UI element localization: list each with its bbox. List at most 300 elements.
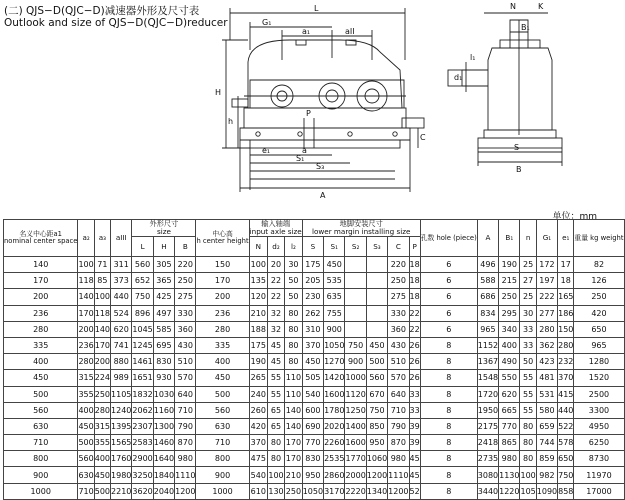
table-cell: 22 xyxy=(409,321,420,337)
table-cell: 1000 xyxy=(196,483,249,499)
table-cell: 85 xyxy=(94,273,110,289)
table-cell: 8 xyxy=(420,451,477,467)
table-cell: 8 xyxy=(420,337,477,353)
table-cell: 710 xyxy=(4,435,78,451)
table-cell: 560 xyxy=(78,451,94,467)
table-cell: 1300 xyxy=(153,418,174,434)
table-cell: 25 xyxy=(520,289,536,305)
table-cell: 170 xyxy=(94,337,110,353)
table-cell: 834 xyxy=(477,305,498,321)
table-cell: 2000 xyxy=(345,467,366,483)
table-cell: 11970 xyxy=(574,467,624,483)
table-cell: 210 xyxy=(249,305,267,321)
table-cell: 126 xyxy=(574,273,624,289)
dim-C: C xyxy=(420,133,426,142)
table-cell: 870 xyxy=(388,435,409,451)
table-cell: 140 xyxy=(4,257,78,273)
table-cell: 585 xyxy=(153,321,174,337)
table-cell: 22 xyxy=(267,273,284,289)
col-S2: S₂ xyxy=(345,237,366,257)
table-cell: 1461 xyxy=(132,354,153,370)
table-cell: 80 xyxy=(285,337,303,353)
table-cell xyxy=(366,273,387,289)
table-cell: 135 xyxy=(249,273,267,289)
table-cell: 440 xyxy=(111,289,132,305)
table-cell xyxy=(345,321,366,337)
table-cell: 55 xyxy=(520,386,536,402)
table-cell: 500 xyxy=(78,435,94,451)
table-cell: 900 xyxy=(4,467,78,483)
table-cell: 33 xyxy=(520,337,536,353)
table-cell: 741 xyxy=(111,337,132,353)
table-cell: 260 xyxy=(249,402,267,418)
table-cell: 870 xyxy=(175,435,196,451)
table-cell: 3440 xyxy=(477,483,498,499)
table-cell: 65 xyxy=(267,418,284,434)
table-cell: 640 xyxy=(175,386,196,402)
table-cell: 224 xyxy=(94,370,110,386)
table-cell: 2062 xyxy=(132,402,153,418)
table-cell: 1050 xyxy=(324,337,345,353)
table-cell: 980 xyxy=(175,451,196,467)
table-cell: 25 xyxy=(520,257,536,273)
table-cell: 1770 xyxy=(345,451,366,467)
col-a2: a₂ xyxy=(78,220,94,257)
table-row xyxy=(4,386,625,402)
table-cell: 524 xyxy=(111,305,132,321)
table-cell: 100 xyxy=(249,257,267,273)
table-cell: 755 xyxy=(324,305,345,321)
table-cell: 355 xyxy=(78,386,94,402)
col-install-group: 地脚安装尺寸 lower margin installing size xyxy=(302,220,420,237)
dim-e1: e₁ xyxy=(262,146,271,155)
table-cell: 750 xyxy=(345,337,366,353)
table-cell: 80 xyxy=(520,435,536,451)
table-cell: 686 xyxy=(477,289,498,305)
table-cell xyxy=(345,289,366,305)
table-cell: 400 xyxy=(94,451,110,467)
table-cell: 2583 xyxy=(132,435,153,451)
table-cell: 311 xyxy=(111,257,132,273)
table-cell: 170 xyxy=(4,273,78,289)
table-cell: 610 xyxy=(249,483,267,499)
table-cell: 496 xyxy=(477,257,498,273)
table-cell: 17 xyxy=(558,257,574,273)
table-cell: 295 xyxy=(499,305,520,321)
table-cell: 1090 xyxy=(536,483,557,499)
table-cell xyxy=(366,289,387,305)
table-cell: 475 xyxy=(249,451,267,467)
table-row xyxy=(4,273,625,289)
table-cell: 100 xyxy=(520,467,536,483)
table-cell: 652 xyxy=(132,273,153,289)
table-cell: 82 xyxy=(574,257,624,273)
table-cell: 65 xyxy=(267,402,284,418)
table-cell: 26 xyxy=(409,337,420,353)
table-cell: 1280 xyxy=(574,354,624,370)
table-cell: 2210 xyxy=(111,483,132,499)
dim-S: S xyxy=(514,143,520,152)
table-cell: 550 xyxy=(499,370,520,386)
table-cell: 450 xyxy=(196,370,249,386)
table-cell: 80 xyxy=(285,305,303,321)
table-cell: 710 xyxy=(175,402,196,418)
table-cell: 440 xyxy=(558,402,574,418)
table-cell: 2260 xyxy=(324,435,345,451)
col-n: n xyxy=(520,220,536,257)
table-cell: 1050 xyxy=(302,483,323,499)
table-cell: 80 xyxy=(285,354,303,370)
table-cell: 8 xyxy=(420,370,477,386)
table-cell: 450 xyxy=(78,418,94,434)
table-cell: 2418 xyxy=(477,435,498,451)
table-cell: 880 xyxy=(111,354,132,370)
table-cell: 6 xyxy=(420,273,477,289)
table-cell: 45 xyxy=(267,337,284,353)
table-cell: 340 xyxy=(499,321,520,337)
table-cell: 744 xyxy=(536,435,557,451)
table-row xyxy=(4,337,625,353)
table-cell: 790 xyxy=(388,418,409,434)
table-cell: 230 xyxy=(302,289,323,305)
col-C: C xyxy=(388,237,409,257)
table-cell: 140 xyxy=(78,289,94,305)
table-cell: 362 xyxy=(536,337,557,353)
table-cell: 360 xyxy=(388,321,409,337)
col-nominal: 名义中心距a1 nominal center space xyxy=(4,220,78,257)
table-cell: 900 xyxy=(324,321,345,337)
table-cell: 190 xyxy=(249,354,267,370)
table-cell: 578 xyxy=(558,435,574,451)
table-cell: 3250 xyxy=(132,467,153,483)
table-cell: 315 xyxy=(94,418,110,434)
dim-P: P xyxy=(306,109,311,118)
table-cell: 450 xyxy=(94,467,110,483)
table-cell: 26 xyxy=(409,354,420,370)
table-cell: 110 xyxy=(285,386,303,402)
dim-S1: S₁ xyxy=(296,154,305,163)
table-cell: 280 xyxy=(536,321,557,337)
table-cell: 540 xyxy=(249,467,267,483)
table-cell: 1600 xyxy=(324,386,345,402)
table-cell: 750 xyxy=(558,467,574,483)
table-cell: 630 xyxy=(196,418,249,434)
table-cell: 33 xyxy=(409,402,420,418)
table-cell: 1240 xyxy=(111,402,132,418)
table-cell: 1460 xyxy=(153,435,174,451)
table-cell: 580 xyxy=(536,402,557,418)
table-cell: 175 xyxy=(249,337,267,353)
table-cell: 1720 xyxy=(477,386,498,402)
table-cell: 50 xyxy=(520,354,536,370)
table-cell: 200 xyxy=(4,289,78,305)
table-cell: 170 xyxy=(78,305,94,321)
table-cell: 570 xyxy=(388,370,409,386)
table-cell: 100 xyxy=(267,467,284,483)
table-cell: 210 xyxy=(285,467,303,483)
table-cell: 370 xyxy=(302,337,323,353)
table-cell: 1110 xyxy=(175,467,196,483)
table-cell: 650 xyxy=(558,451,574,467)
table-cell: 505 xyxy=(302,370,323,386)
table-cell: 1045 xyxy=(132,321,153,337)
table-cell xyxy=(345,273,366,289)
table-cell: 522 xyxy=(558,418,574,434)
table-cell: 3620 xyxy=(132,483,153,499)
table-cell: 710 xyxy=(196,435,249,451)
table-cell: 39 xyxy=(409,418,420,434)
table-cell: 950 xyxy=(302,467,323,483)
table-cell: 1160 xyxy=(153,402,174,418)
dim-aII: aII xyxy=(345,27,355,36)
table-cell: 1565 xyxy=(111,435,132,451)
table-cell: 500 xyxy=(196,386,249,402)
table-cell: 140 xyxy=(285,402,303,418)
table-cell: 250 xyxy=(574,289,624,305)
table-cell: 80 xyxy=(520,451,536,467)
table-cell: 900 xyxy=(345,354,366,370)
table-cell: 8730 xyxy=(574,451,624,467)
table-cell: 1640 xyxy=(153,451,174,467)
table-cell: 1980 xyxy=(111,467,132,483)
table-cell: 236 xyxy=(78,337,94,353)
table-cell: 52 xyxy=(409,483,420,499)
table-cell: 190 xyxy=(499,257,520,273)
table-cell: 250 xyxy=(175,273,196,289)
table-cell: 640 xyxy=(388,386,409,402)
dim-S3: S₃ xyxy=(316,162,325,171)
table-cell: 1367 xyxy=(477,354,498,370)
table-cell: 120 xyxy=(249,289,267,305)
table-cell: 2860 xyxy=(324,467,345,483)
table-cell: 450 xyxy=(4,370,78,386)
table-cell: 770 xyxy=(499,418,520,434)
col-d2: d₂ xyxy=(267,237,284,257)
table-cell: 8 xyxy=(420,483,477,499)
table-cell: 200 xyxy=(94,354,110,370)
table-cell: 6 xyxy=(420,289,477,305)
table-cell: 8 xyxy=(420,418,477,434)
table-cell: 1651 xyxy=(132,370,153,386)
table-cell: 830 xyxy=(302,451,323,467)
table-cell: 45 xyxy=(409,467,420,483)
table-cell: 6 xyxy=(420,305,477,321)
table-cell: 930 xyxy=(153,370,174,386)
table-cell xyxy=(366,321,387,337)
table-cell: 430 xyxy=(388,337,409,353)
reducer-drawing xyxy=(0,0,605,205)
table-cell: 2535 xyxy=(324,451,345,467)
table-cell: 30 xyxy=(285,257,303,273)
table-cell: 560 xyxy=(4,402,78,418)
col-S: S xyxy=(302,237,323,257)
table-cell: 280 xyxy=(558,337,574,353)
table-cell: 400 xyxy=(196,354,249,370)
table-cell: 2500 xyxy=(574,386,624,402)
table-cell: 950 xyxy=(366,435,387,451)
dim-L: L xyxy=(314,4,319,13)
table-cell: 1120 xyxy=(345,386,366,402)
table-row xyxy=(4,321,625,337)
table-cell: 150 xyxy=(558,321,574,337)
table-cell: 1270 xyxy=(324,354,345,370)
table-cell: 197 xyxy=(536,273,557,289)
col-hole: 孔数 hole (piece) xyxy=(420,220,477,257)
col-e1: e₁ xyxy=(558,220,574,257)
table-cell: 3300 xyxy=(574,402,624,418)
table-cell: 355 xyxy=(94,435,110,451)
table-cell: 172 xyxy=(536,257,557,273)
table-cell: 420 xyxy=(574,305,624,321)
table-cell: 481 xyxy=(536,370,557,386)
table-cell: 2735 xyxy=(477,451,498,467)
table-cell: 500 xyxy=(366,354,387,370)
table-cell: 27 xyxy=(520,273,536,289)
table-cell: 50 xyxy=(285,273,303,289)
table-cell: 330 xyxy=(175,305,196,321)
table-cell: 665 xyxy=(499,402,520,418)
table-cell: 423 xyxy=(536,354,557,370)
table-cell: 588 xyxy=(477,273,498,289)
col-S1: S₁ xyxy=(324,237,345,257)
table-cell: 140 xyxy=(94,321,110,337)
table-cell: 2900 xyxy=(132,451,153,467)
table-cell: 500 xyxy=(4,386,78,402)
dim-K: K xyxy=(538,2,544,11)
table-cell xyxy=(366,305,387,321)
table-cell: 315 xyxy=(78,370,94,386)
table-cell: 262 xyxy=(302,305,323,321)
table-cell: 600 xyxy=(302,402,323,418)
table-cell: 250 xyxy=(285,483,303,499)
table-cell: 531 xyxy=(536,386,557,402)
table-cell: 188 xyxy=(249,321,267,337)
table-cell: 33 xyxy=(520,321,536,337)
table-cell: 510 xyxy=(388,354,409,370)
table-cell: 80 xyxy=(285,321,303,337)
table-cell: 275 xyxy=(175,289,196,305)
dim-A: A xyxy=(320,191,326,200)
table-cell: 690 xyxy=(302,418,323,434)
table-cell: 1152 xyxy=(477,337,498,353)
table-cell: 500 xyxy=(94,483,110,499)
table-cell: 32 xyxy=(267,305,284,321)
table-cell: 18 xyxy=(409,289,420,305)
table-cell: 6 xyxy=(420,257,477,273)
table-cell: 560 xyxy=(132,257,153,273)
table-cell: 45 xyxy=(267,354,284,370)
table-row xyxy=(4,305,625,321)
table-cell: 55 xyxy=(520,370,536,386)
table-cell: 2020 xyxy=(324,418,345,434)
table-cell: 45 xyxy=(409,451,420,467)
col-B1: B₁ xyxy=(499,220,520,257)
table-cell: 18 xyxy=(409,257,420,273)
dim-B1: B₁ xyxy=(521,23,530,32)
table-row xyxy=(4,289,625,305)
table-cell: 965 xyxy=(477,321,498,337)
table-cell: 100 xyxy=(94,289,110,305)
table-cell: 1130 xyxy=(499,467,520,483)
table-cell: 620 xyxy=(111,321,132,337)
table-cell: 30 xyxy=(520,305,536,321)
table-cell: 2220 xyxy=(345,483,366,499)
table-cell: 80 xyxy=(267,435,284,451)
table-cell: 1395 xyxy=(111,418,132,434)
table-cell: 280 xyxy=(94,402,110,418)
table-cell: 858 xyxy=(558,483,574,499)
table-cell: 450 xyxy=(366,337,387,353)
dim-h: h xyxy=(228,117,234,126)
table-cell: 710 xyxy=(78,483,94,499)
table-cell: 373 xyxy=(111,273,132,289)
table-cell: 105 xyxy=(520,483,536,499)
table-cell: 1340 xyxy=(366,483,387,499)
table-cell xyxy=(345,257,366,273)
table-cell: 1200 xyxy=(366,467,387,483)
col-S3: S₃ xyxy=(366,237,387,257)
table-cell: 982 xyxy=(536,467,557,483)
table-cell: 1520 xyxy=(574,370,624,386)
title-en: Outlook and size of QJS−D(QJC−D)reducer xyxy=(4,17,228,29)
dimension-table xyxy=(3,219,625,500)
table-cell: 18 xyxy=(558,273,574,289)
table-cell: 1200 xyxy=(388,483,409,499)
table-cell xyxy=(366,257,387,273)
table-cell: 865 xyxy=(499,435,520,451)
table-cell: 830 xyxy=(153,354,174,370)
table-row xyxy=(4,418,625,434)
table-cell: 250 xyxy=(388,273,409,289)
table-cell: 1780 xyxy=(324,402,345,418)
table-cell: 100 xyxy=(78,257,94,273)
table-cell: 370 xyxy=(558,370,574,386)
table-cell: 659 xyxy=(536,418,557,434)
table-cell: 80 xyxy=(520,418,536,434)
table-cell: 1105 xyxy=(111,386,132,402)
table-cell: 275 xyxy=(388,289,409,305)
table-cell: 535 xyxy=(324,273,345,289)
table-cell: 277 xyxy=(536,305,557,321)
table-cell: 490 xyxy=(499,354,520,370)
table-cell: 1420 xyxy=(324,370,345,386)
table-cell: 8 xyxy=(420,402,477,418)
table-cell: 335 xyxy=(196,337,249,353)
table-cell: 980 xyxy=(499,451,520,467)
table-cell: 790 xyxy=(175,418,196,434)
table-cell: 1030 xyxy=(153,386,174,402)
table-cell: 1600 xyxy=(345,435,366,451)
table-cell: 55 xyxy=(267,370,284,386)
table-cell: 400 xyxy=(78,402,94,418)
table-cell: 540 xyxy=(302,386,323,402)
table-cell: 400 xyxy=(4,354,78,370)
table-cell: 18 xyxy=(409,273,420,289)
table-cell: 250 xyxy=(94,386,110,402)
table-cell: 560 xyxy=(366,370,387,386)
table-cell: 630 xyxy=(4,418,78,434)
table-cell: 360 xyxy=(175,321,196,337)
table-cell: 8 xyxy=(420,435,477,451)
table-cell: 1400 xyxy=(345,418,366,434)
table-cell: 1200 xyxy=(175,483,196,499)
table-cell: 1760 xyxy=(111,451,132,467)
table-cell: 2307 xyxy=(132,418,153,434)
table-cell: 3080 xyxy=(477,467,498,483)
table-cell: 186 xyxy=(558,305,574,321)
table-cell: 750 xyxy=(366,402,387,418)
table-cell: 50 xyxy=(285,289,303,305)
